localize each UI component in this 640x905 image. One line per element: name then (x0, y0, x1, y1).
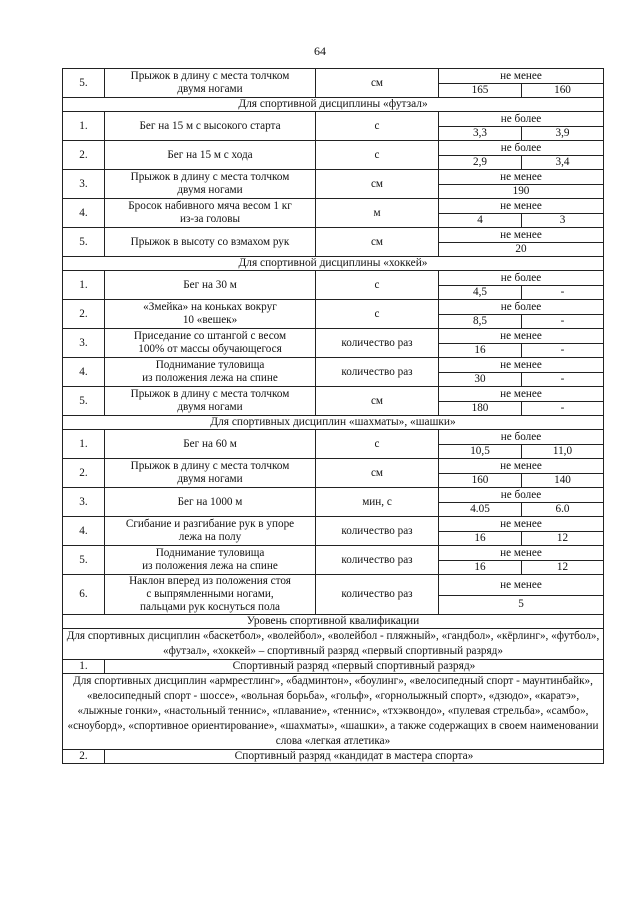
condition: не менее (439, 517, 604, 532)
row-number: 4. (63, 358, 105, 387)
value-boys: 16 (439, 344, 522, 358)
unit: с (316, 300, 439, 329)
exercise-name-line: двумя ногами (177, 83, 243, 95)
table-row (63, 141, 604, 156)
qualification-group-text: Для спортивных дисциплин «армрестлинг», «бадминтон», «боулинг», «велосипедный спорт - маунтинбайк», «велосипедный спорт - шоссе», «вольная борьба», «гольф», «горнолыжный спорт», «дзюдо», «каратэ», «лыжные гонки», «настольный теннис», «плавание», «теннис», «тхэквондо», «пулевая стрельба», «самбо», «сноуборд», «спортивное ориентирование», «шахматы», «шашки», а также содержащих в своем наименовании слова «легкая атлетика» (63, 674, 604, 750)
rank-number: 1. (63, 660, 105, 674)
exercise-name-line: из положения лежа на спине (142, 372, 278, 384)
exercise-name (105, 387, 316, 416)
value-boys: 8,5 (439, 315, 522, 329)
table-row (63, 575, 604, 596)
exercise-name (105, 329, 316, 358)
exercise-name (105, 228, 316, 257)
value-boys: 10,5 (439, 445, 522, 459)
condition: не более (439, 300, 604, 315)
table-row (63, 329, 604, 344)
section-title: Для спортивных дисциплин «шахматы», «шашки» (63, 416, 604, 430)
condition: не менее (439, 546, 604, 561)
rank-text: Спортивный разряд «первый спортивный разряд» (105, 660, 604, 674)
exercise-name (105, 69, 316, 98)
value-boys: 16 (439, 532, 522, 546)
table-row (63, 430, 604, 445)
value-girls: 6.0 (522, 503, 604, 517)
qualification-group-row (63, 674, 604, 750)
standards-table (62, 68, 604, 764)
row-number: 1. (63, 271, 105, 300)
value-girls: 12 (522, 561, 604, 575)
exercise-name-line: Бег на 15 м с хода (167, 148, 253, 161)
row-number: 5. (63, 228, 105, 257)
value-girls: - (522, 286, 604, 300)
value: 20 (439, 243, 604, 257)
row-number: 2. (63, 141, 105, 170)
exercise-name (105, 575, 316, 615)
exercise-name-line: пальцами рук коснуться пола (140, 601, 280, 613)
value-girls: 140 (522, 474, 604, 488)
table-row (63, 271, 604, 286)
row-number: 5. (63, 69, 105, 98)
qualification-rank-row (63, 750, 604, 764)
exercise-name-line: с выпрямленными ногами, (146, 588, 274, 600)
value-boys: 30 (439, 373, 522, 387)
exercise-name (105, 141, 316, 170)
unit: с (316, 430, 439, 459)
row-number: 6. (63, 575, 105, 615)
unit: количество раз (316, 546, 439, 575)
unit: см (316, 459, 439, 488)
exercise-name (105, 199, 316, 228)
unit: количество раз (316, 517, 439, 546)
table-row (63, 228, 604, 243)
row-number: 4. (63, 199, 105, 228)
exercise-name (105, 430, 316, 459)
value-girls: 3 (522, 214, 604, 228)
exercise-name-line: двумя ногами (177, 184, 243, 196)
unit: м (316, 199, 439, 228)
condition: не менее (439, 329, 604, 344)
row-number: 5. (63, 546, 105, 575)
row-number: 1. (63, 430, 105, 459)
table-row (63, 199, 604, 214)
table-row (63, 387, 604, 402)
exercise-name-line: Приседание со штангой с весом (133, 330, 287, 342)
table-row (63, 69, 604, 84)
exercise-name-line: Поднимание туловища (155, 547, 265, 559)
exercise-name-line: Поднимание туловища (155, 359, 265, 371)
condition: не менее (439, 459, 604, 474)
row-number: 5. (63, 387, 105, 416)
exercise-name-line: Прыжок в высоту со взмахом рук (130, 235, 290, 248)
section-header-row (63, 257, 604, 271)
exercise-name (105, 271, 316, 300)
value-girls: 12 (522, 532, 604, 546)
value-boys: 4 (439, 214, 522, 228)
condition: не более (439, 430, 604, 445)
row-number: 4. (63, 517, 105, 546)
condition: не более (439, 488, 604, 503)
table-row (63, 112, 604, 127)
exercise-name-line: двумя ногами (177, 401, 243, 413)
row-number: 3. (63, 488, 105, 517)
unit: количество раз (316, 329, 439, 358)
value-boys: 4.05 (439, 503, 522, 517)
exercise-name (105, 488, 316, 517)
exercise-name-line: Прыжок в длину с места толчком (130, 460, 290, 472)
value: 5 (439, 595, 604, 614)
rank-number: 2. (63, 750, 105, 764)
unit: количество раз (316, 575, 439, 615)
condition: не менее (439, 387, 604, 402)
value-boys: 4,5 (439, 286, 522, 300)
exercise-name (105, 170, 316, 199)
row-number: 3. (63, 329, 105, 358)
exercise-name-line: Сгибание и разгибание рук в упоре (125, 518, 295, 530)
unit: с (316, 141, 439, 170)
unit: с (316, 112, 439, 141)
qualification-title-row (63, 615, 604, 629)
exercise-name (105, 517, 316, 546)
exercise-name (105, 300, 316, 329)
section-title: Для спортивной дисциплины «футзал» (63, 98, 604, 112)
section-header-row (63, 98, 604, 112)
value-boys: 160 (439, 474, 522, 488)
table-row (63, 459, 604, 474)
table-row (63, 170, 604, 185)
condition: не менее (439, 199, 604, 214)
value-boys: 2,9 (439, 156, 522, 170)
exercise-name-line: Бег на 15 м с высокого старта (139, 119, 281, 132)
condition: не менее (439, 170, 604, 185)
unit: количество раз (316, 358, 439, 387)
condition: не более (439, 112, 604, 127)
condition: не менее (439, 69, 604, 84)
exercise-name-line: 100% от массы обучающегося (138, 343, 282, 355)
exercise-name-line: Бег на 30 м (183, 278, 237, 291)
row-number: 1. (63, 112, 105, 141)
qualification-rank-row (63, 660, 604, 674)
condition: не менее (439, 358, 604, 373)
exercise-name-line: Наклон вперед из положения стоя (129, 575, 291, 587)
value-girls: 3,9 (522, 127, 604, 141)
row-number: 2. (63, 459, 105, 488)
exercise-name-line: Прыжок в длину с места толчком (130, 388, 290, 400)
unit: см (316, 69, 439, 98)
unit: см (316, 170, 439, 199)
table-row (63, 300, 604, 315)
rank-text: Спортивный разряд «кандидат в мастера спорта» (105, 750, 604, 764)
table-row (63, 517, 604, 532)
unit: см (316, 228, 439, 257)
section-title: Для спортивной дисциплины «хоккей» (63, 257, 604, 271)
value-girls: - (522, 315, 604, 329)
exercise-name (105, 358, 316, 387)
condition: не менее (439, 575, 604, 596)
exercise-name-line: из-за головы (179, 213, 241, 225)
exercise-name-line: Бег на 60 м (183, 437, 237, 450)
qualification-group-text: Для спортивных дисциплин «баскетбол», «волейбол», «волейбол - пляжный», «гандбол», «кёрлинг», «футбол», «футзал», «хоккей» – спортивный разряд «первый спортивный разряд» (63, 629, 604, 660)
condition: не более (439, 141, 604, 156)
exercise-name-line: Прыжок в длину с места толчком (130, 70, 290, 82)
value-girls: - (522, 402, 604, 416)
value-boys: 16 (439, 561, 522, 575)
value: 190 (439, 185, 604, 199)
qualification-title: Уровень спортивной квалификации (63, 615, 604, 629)
value-girls: - (522, 344, 604, 358)
row-number: 3. (63, 170, 105, 199)
exercise-name-line: двумя ногами (177, 473, 243, 485)
condition: не менее (439, 228, 604, 243)
value-boys: 165 (439, 84, 522, 98)
table-row (63, 358, 604, 373)
section-header-row (63, 416, 604, 430)
unit: мин, с (316, 488, 439, 517)
exercise-name-line: из положения лежа на спине (142, 560, 278, 572)
value-girls: - (522, 373, 604, 387)
exercise-name-line: «Змейка» на коньках вокруг (143, 301, 277, 313)
exercise-name (105, 546, 316, 575)
value-girls: 11,0 (522, 445, 604, 459)
value-girls: 160 (522, 84, 604, 98)
value-boys: 3,3 (439, 127, 522, 141)
unit: см (316, 387, 439, 416)
row-number: 2. (63, 300, 105, 329)
condition: не более (439, 271, 604, 286)
unit: с (316, 271, 439, 300)
table-row (63, 488, 604, 503)
exercise-name-line: Бег на 1000 м (177, 495, 243, 508)
exercise-name-line: лежа на полу (178, 531, 242, 543)
exercise-name (105, 459, 316, 488)
exercise-name-line: Прыжок в длину с места толчком (130, 171, 290, 183)
qualification-group-row (63, 629, 604, 660)
standards-table-body (63, 69, 604, 764)
table-row (63, 546, 604, 561)
page-number: 64 (314, 44, 326, 58)
value-boys: 180 (439, 402, 522, 416)
exercise-name-line: 10 «вешек» (182, 314, 238, 326)
exercise-name-line: Бросок набивного мяча весом 1 кг (128, 200, 292, 212)
value-girls: 3,4 (522, 156, 604, 170)
exercise-name (105, 112, 316, 141)
